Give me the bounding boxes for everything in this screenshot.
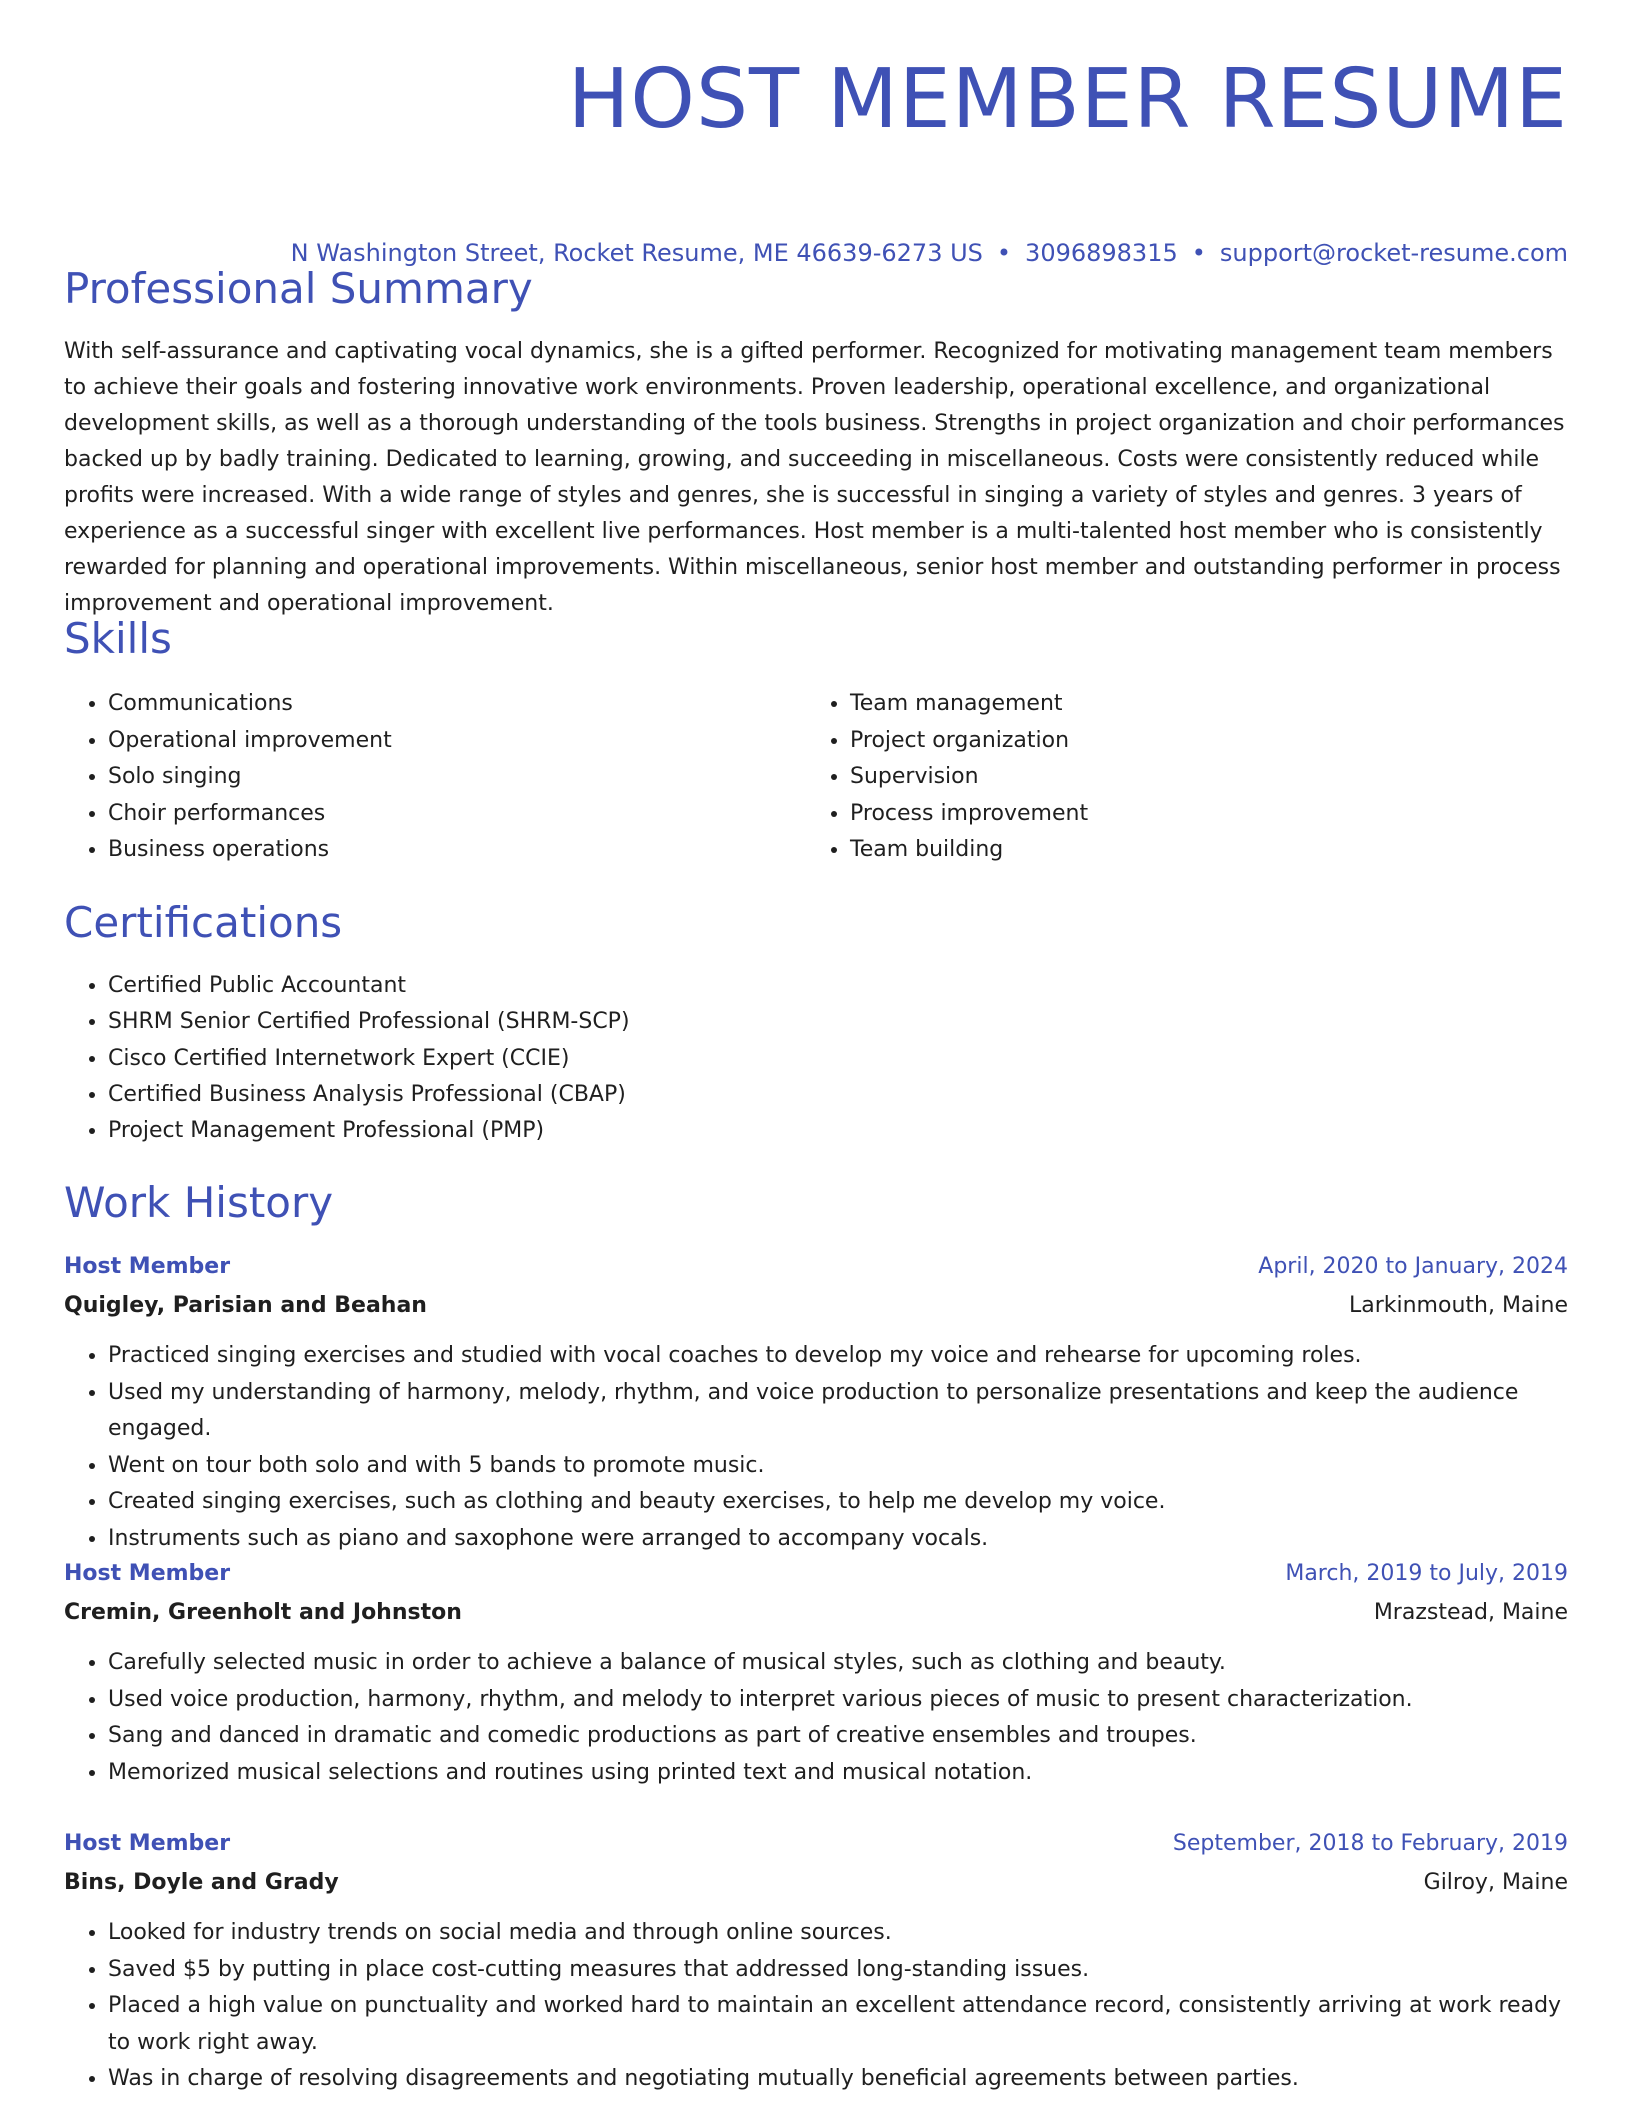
skill-item: • Process improvement bbox=[850, 796, 1548, 833]
skills-list bbox=[64, 686, 1568, 869]
job-bullet: • Looked for industry trends on social media and through online sources. bbox=[108, 1915, 1568, 1952]
job-entry bbox=[64, 1555, 1568, 1791]
contact-separator: • bbox=[1191, 239, 1206, 267]
job-company: Bins, Doyle and Grady bbox=[64, 1870, 339, 1895]
job-bullet: • Used voice production, harmony, rhythm, and melody to interpret various pieces of music to present characterization. bbox=[108, 1682, 1568, 1719]
skill-item: • Team management bbox=[850, 686, 1548, 723]
summary-heading: Professional Summary bbox=[64, 264, 533, 313]
skill-item: • Project organization bbox=[850, 723, 1548, 760]
skill-item: • Communications bbox=[108, 686, 806, 723]
job-location: Larkinmouth, Maine bbox=[1348, 1293, 1568, 1318]
job-bullet: • Practiced singing exercises and studied with vocal coaches to develop my voice and rehearse for upcoming roles. bbox=[108, 1338, 1568, 1375]
job-title: Host Member bbox=[64, 1561, 231, 1586]
job-bullets bbox=[64, 1338, 1568, 1557]
job-bullet: • Sang and danced in dramatic and comedic productions as part of creative ensembles and troupes. bbox=[108, 1718, 1568, 1755]
job-bullet: • Created singing exercises, such as clothing and beauty exercises, to help me develop my voice. bbox=[108, 1484, 1568, 1521]
certifications-list bbox=[64, 968, 630, 1149]
job-entry bbox=[64, 1825, 1568, 2098]
job-company-row bbox=[64, 1286, 1568, 1326]
skill-item: • Solo singing bbox=[108, 759, 806, 796]
contact-email: support@rocket-resume.com bbox=[1219, 239, 1568, 267]
job-header-row bbox=[64, 1248, 1568, 1286]
certification-item: • Certified Public Accountant bbox=[108, 968, 630, 1004]
job-title: Host Member bbox=[64, 1831, 231, 1856]
skill-item: • Choir performances bbox=[108, 796, 806, 833]
job-bullet: • Saved $5 by putting in place cost-cutting measures that addressed long-standing issues. bbox=[108, 1952, 1568, 1989]
job-company-row bbox=[64, 1863, 1568, 1903]
job-bullets bbox=[64, 1645, 1568, 1791]
job-bullet: • Instruments such as piano and saxophone were arranged to accompany vocals. bbox=[108, 1521, 1568, 1558]
skills-heading: Skills bbox=[64, 614, 172, 663]
job-entry bbox=[64, 1248, 1568, 1557]
job-bullet: • Was in charge of resolving disagreements and negotiating mutually beneficial agreements between parties. bbox=[108, 2061, 1568, 2098]
job-title: Host Member bbox=[64, 1254, 231, 1279]
contact-address: N Washington Street, Rocket Resume, ME 46639-6273 US bbox=[290, 239, 983, 267]
skills-column-right bbox=[806, 686, 1548, 869]
job-company: Quigley, Parisian and Beahan bbox=[64, 1293, 427, 1318]
job-bullets bbox=[64, 1915, 1568, 2098]
skill-item: • Supervision bbox=[850, 759, 1548, 796]
skill-item: • Operational improvement bbox=[108, 723, 806, 760]
certification-item: • SHRM Senior Certified Professional (SHRM-SCP) bbox=[108, 1004, 630, 1040]
summary-text: With self-assurance and captivating vocal dynamics, she is a gifted performer. Recognized for motivating management team members to achieve their goals and fostering innovative work environments. Proven leadership, operational excellence, and organizational development skills, as well as a thorough understanding of the tools business. Strengths in project organization and choir performances backed up by badly training. Dedicated to learning, growing, and succeeding in miscellaneous. Costs were consistently reduced while profits were increased. With a wide range of styles and genres, she is successful in singing a variety of styles and genres. 3 years of experience as a successful singer with excellent live performances. Host member is a multi-talented host member who is consistently rewarded for planning and operational improvements. Within miscellaneous, senior host member and outstanding performer in process improvement and operational improvement. bbox=[64, 339, 1565, 616]
job-bullet: • Placed a high value on punctuality and worked hard to maintain an excellent attendance record, consistently arriving at work ready to work right away. bbox=[108, 1988, 1568, 2061]
job-bullet: • Memorized musical selections and routines using printed text and musical notation. bbox=[108, 1755, 1568, 1792]
job-bullet: • Used my understanding of harmony, melody, rhythm, and voice production to personalize presentations and keep the audience engaged. bbox=[108, 1375, 1568, 1448]
certification-item: • Cisco Certified Internetwork Expert (CCIE) bbox=[108, 1041, 630, 1077]
skills-column-left bbox=[64, 686, 806, 869]
certifications-heading: Certifications bbox=[64, 898, 343, 947]
skill-item: • Business operations bbox=[108, 832, 806, 869]
certification-item: • Project Management Professional (PMP) bbox=[108, 1113, 630, 1149]
job-dates: March, 2019 to July, 2019 bbox=[1285, 1561, 1568, 1586]
job-company-row bbox=[64, 1593, 1568, 1633]
contact-phone: 3096898315 bbox=[1025, 239, 1178, 267]
certification-item: • Certified Business Analysis Professional (CBAP) bbox=[108, 1077, 630, 1113]
job-bullet: • Went on tour both solo and with 5 bands to promote music. bbox=[108, 1448, 1568, 1485]
job-location: Gilroy, Maine bbox=[1423, 1870, 1568, 1895]
job-dates: April, 2020 to January, 2024 bbox=[1258, 1254, 1568, 1279]
job-header-row bbox=[64, 1825, 1568, 1863]
job-company: Cremin, Greenholt and Johnston bbox=[64, 1600, 462, 1625]
contact-separator: • bbox=[996, 239, 1012, 267]
job-bullet: • Carefully selected music in order to achieve a balance of musical styles, such as clothing and beauty. bbox=[108, 1645, 1568, 1682]
job-location: Mrazstead, Maine bbox=[1373, 1600, 1568, 1625]
work-history-heading: Work History bbox=[64, 1178, 334, 1227]
job-header-row bbox=[64, 1555, 1568, 1593]
resume-name: HOST MEMBER RESUME bbox=[567, 52, 1568, 147]
skill-item: • Team building bbox=[850, 832, 1548, 869]
job-dates: September, 2018 to February, 2019 bbox=[1172, 1831, 1568, 1856]
